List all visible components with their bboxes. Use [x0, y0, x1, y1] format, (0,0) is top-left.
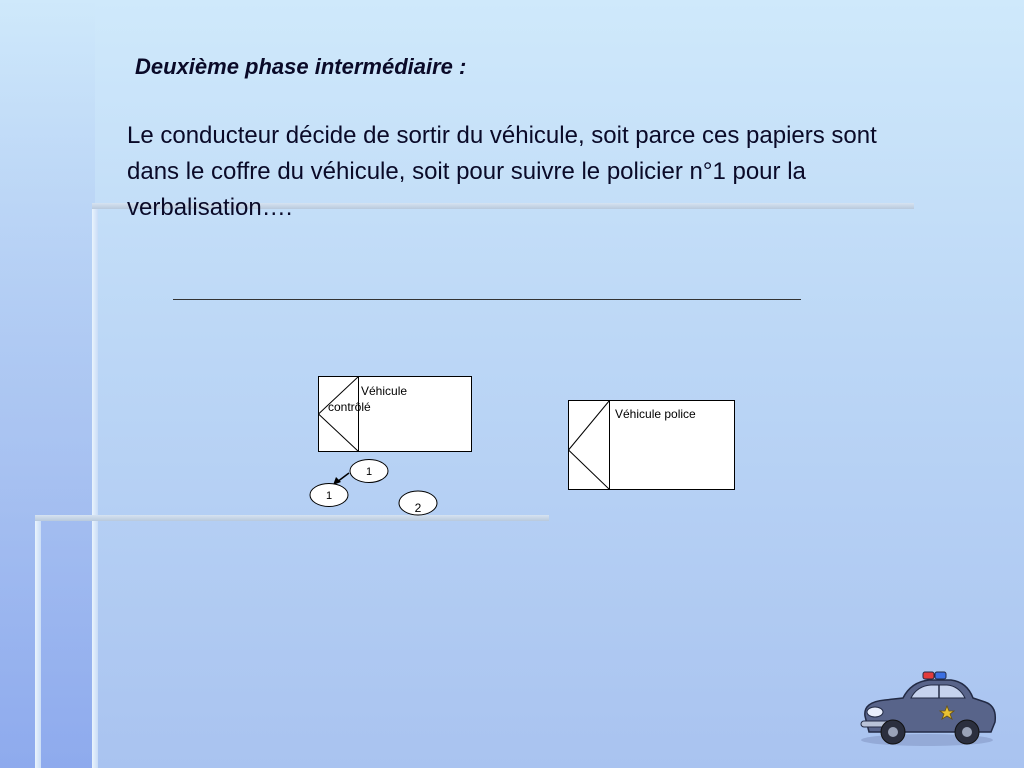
person-driver-label: 1 — [365, 466, 373, 478]
slide-title: Deuxième phase intermédiaire : — [135, 54, 467, 79]
police-car-icon — [855, 666, 1000, 748]
person-policier-2 — [399, 491, 437, 515]
police-vehicle-label: Véhicule police — [615, 407, 696, 421]
slide-body-text: Le conducteur décide de sortir du véhicule, soit parce ces papiers sont dans le coffre du véhicule, soit pour suivre le policier n°1 pour la verbalisation…. — [127, 122, 877, 221]
controlled-vehicle-label-line2: contrôlé — [328, 400, 371, 414]
person-driver — [350, 460, 388, 483]
person-policier-1 — [310, 484, 348, 507]
controlled-vehicle-label-line1: Véhicule — [361, 384, 408, 398]
person-policier-1-label: 1 — [325, 490, 333, 502]
controlled-vehicle — [319, 377, 472, 452]
arrow-icon — [333, 473, 349, 485]
police-vehicle — [569, 401, 735, 490]
person-policier-2-label: 2 — [414, 501, 422, 515]
